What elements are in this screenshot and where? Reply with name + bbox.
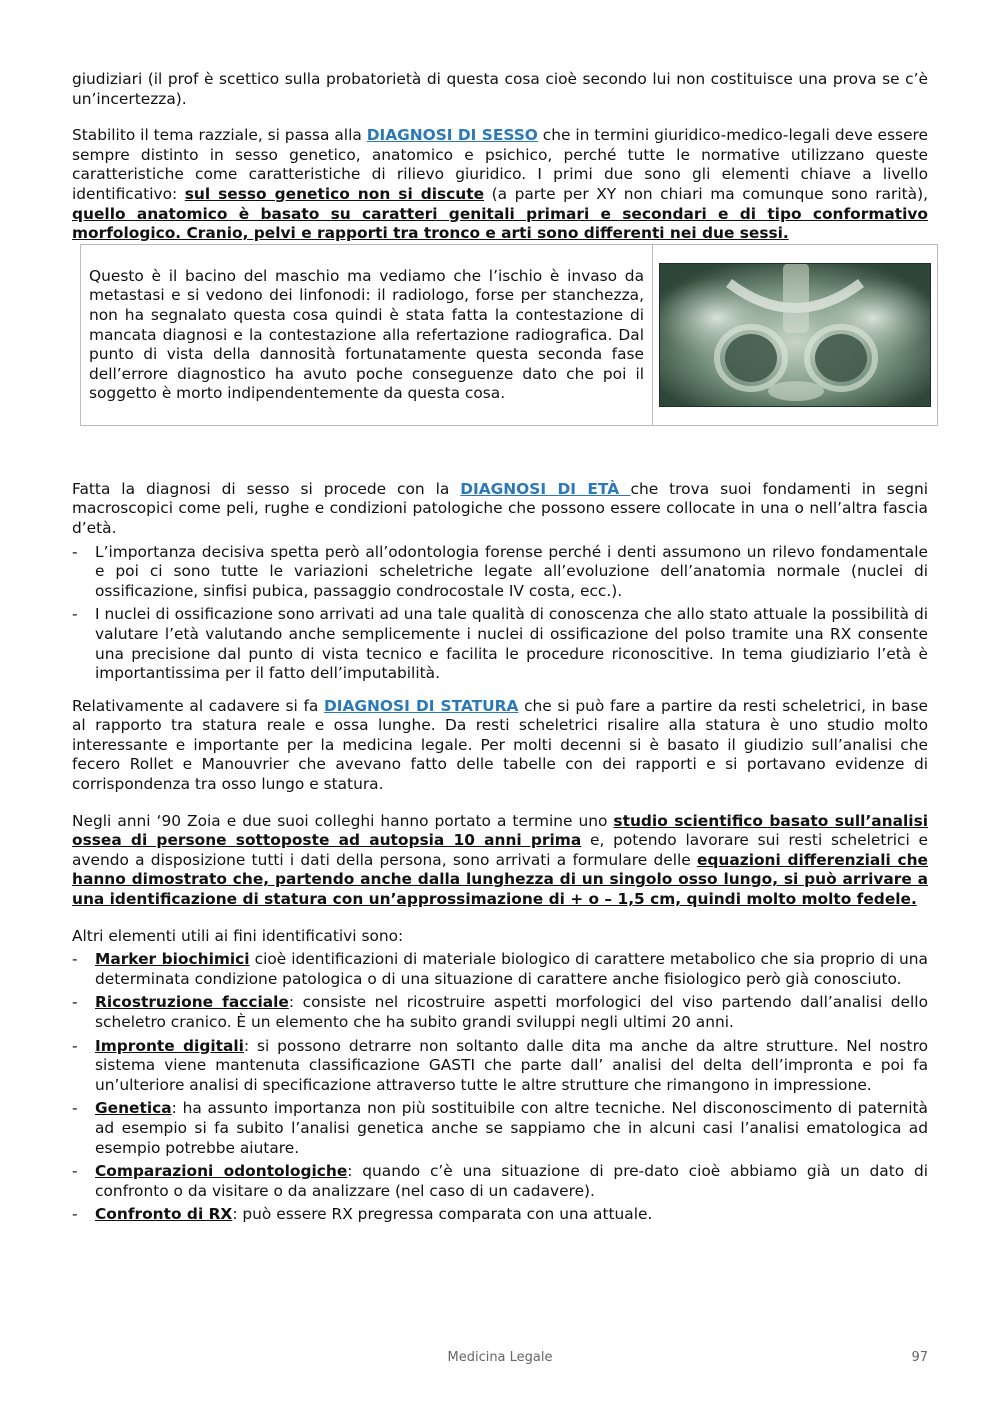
- emphasis-anatomic-sex: quello anatomico è basato su caratteri genitali primari e secondari e di tipo conformativo morfologico. Cranio, pelvi e rapporti tra tronco e arti sono differenti nei due sessi.: [72, 204, 928, 243]
- paragraph-stature-diagnosis: Relativamente al cadavere si fa DIAGNOSI DI STATURA che si può fare a partire da resti scheletrici, in base al rapporto tra statura reale e ossa lunghe. Da resti scheletrici risalire alla statura è uno studio molto interessante e importante per la medicina legale. Per molti decenni si è basato il giudizio sull’analisi che fecero Rollet e Manouvrier che avevano fatto delle tabelle con dei rapporti e si portavano evidenze di corrispondenza tra osso lungo e statura.: [72, 696, 928, 794]
- heading-diagnosi-statura: DIAGNOSI DI STATURA: [324, 696, 519, 715]
- page-number: 97: [911, 1350, 928, 1365]
- paragraph-sex-diagnosis: Stabilito il tema razziale, si passa alla DIAGNOSI DI SESSO che in termini giuridico-medico-legali deve essere sempre distinto in sesso genetico, anatomico e psichico, perché tutte le normative utilizzano queste caratteristiche come caratteristiche di rilievo giuridico. I primi due sono gli elementi chiave a livello identificativo: sul sesso genetico non si discute (a parte per XY non chiari ma comunque sono rarità), quello anatomico è basato su caratteri genitali primari e secondari e di tipo conformativo morfologico. Cranio, pelvi e rapporti tra tronco e arti sono differenti nei due sessi.: [72, 126, 928, 243]
- list-item: - Genetica: ha assunto importanza non più sostituibile con altre tecniche. Nel disconoscimento di paternità ad esempio si fa subito l’analisi genetica anche se sappiamo che in alcuni casi l’analisi ematologica ad esempio potrebbe aiutare.: [72, 1099, 928, 1157]
- emphasis-differential-equations: equazioni differenziali che hanno dimostrato che, partendo anche dalla lunghezza di un singolo osso lungo, si può arrivare a una identificazione di statura con un’approssimazione di + o – 1,5 cm, quindi molto molto fedele.: [72, 850, 928, 909]
- heading-diagnosi-eta: DIAGNOSI DI ETÀ: [460, 479, 631, 498]
- pelvis-xray-cell: [653, 244, 938, 425]
- age-list: [72, 543, 928, 684]
- pelvis-case-box: [80, 244, 938, 426]
- emphasis-scientific-study: studio scientifico basato sull’analisi ossea di persone sottoposte ad autopsia 10 anni prima: [72, 811, 929, 850]
- list-item: - Impronte digitali: si possono detrarre non soltanto dalle dita ma anche da altre strutture. Nel nostro sistema viene mantenuta classificazione GASTI che parte dall’ analisi del delta dell’impronta e poi fa un’ulteriore analisi di specificazione attraverso tutte le altre strutture che rimangono in impressione.: [72, 1036, 928, 1094]
- pelvis-xray-image: [659, 263, 931, 407]
- identification-elements-list: [72, 950, 928, 1225]
- emphasis-genetic-sex: sul sesso genetico non si discute: [184, 184, 485, 203]
- pelvis-case-text: Questo è il bacino del maschio ma vediamo che l’ischio è invaso da metastasi e si vedono dei linfonodi: il radiologo, forse per stanchezza, non ha segnalato questa cosa quindi è stata fatta la contestazione di mancata diagnosi e la contestazione alla refertazione radiografica. Dal punto di vista della dannosità fortunatamente questa seconda fase dell’errore diagnostico ha avuto poche conseguenze dato che poi il soggetto è morto indipendentemente da questa cosa.: [89, 266, 644, 403]
- pelvis-case-text-cell: [81, 244, 653, 425]
- list-item: - Comparazioni odontologiche: quando c’è una situazione di pre-dato cioè abbiamo già un dato di confronto o da visitare o da analizzare (nel caso di un cadavere).: [72, 1162, 928, 1200]
- paragraph-age-diagnosis: Fatta la diagnosi di sesso si procede con la DIAGNOSI DI ETÀ che trova suoi fondamenti in segni macroscopici come peli, rughe e condizioni patologiche che possono essere collocate in una o nell’altra fascia d’età.: [72, 479, 928, 537]
- list-item: - L’importanza decisiva spetta però all’odontologia forense perché i denti assumono un rilevo fondamentale e poi ci sono tutte le variazioni scheletriche legate all’evoluzione dell’anatomia normale (nuclei di ossificazione, sinfisi pubica, passaggio condrocostale IV costa, ecc.).: [72, 542, 928, 600]
- heading-diagnosi-sesso: DIAGNOSI DI SESSO: [366, 126, 538, 145]
- footer-title: Medicina Legale: [447, 1350, 553, 1365]
- list-item: - Ricostruzione facciale: consiste nel ricostruire aspetti morfologici del viso partendo dall’analisi dello scheletro cranico. È un elemento che ha subito grandi sviluppi negli ultimi 20 anni.: [72, 993, 928, 1031]
- list-item: - Confronto di RX: può essere RX pregressa comparata con una attuale.: [72, 1205, 653, 1224]
- list-item: - Marker biochimici cioè identificazioni di materiale biologico di carattere metabolico che sia proprio di una determinata condizione patologica o di una situazione di carattere anche fisiologico però già conosciuto.: [72, 950, 928, 988]
- paragraph-other-elements: Altri elementi utili ai fini identificativi sono:: [72, 926, 404, 945]
- paragraph-intro: giudiziari (il prof è scettico sulla probatorietà di questa cosa cioè secondo lui non costituisce una prova se c’è un’incertezza).: [72, 70, 928, 108]
- paragraph-zoia-study: Negli anni ‘90 Zoia e due suoi colleghi hanno portato a termine uno studio scientifico basato sull’analisi ossea di persone sottoposte ad autopsia 10 anni prima e, potendo lavorare sui resti scheletrici e avendo a disposizione tutti i dati della persona, sono arrivati a formulare delle equazioni differenziali che hanno dimostrato che, partendo anche dalla lunghezza di un singolo osso lungo, si può arrivare a una identificazione di statura con un’approssimazione di + o – 1,5 cm, quindi molto molto fedele.: [72, 811, 929, 909]
- list-item: - I nuclei di ossificazione sono arrivati ad una tale qualità di conoscenza che allo stato attuale la possibilità di valutare l’età valutando anche semplicemente i nuclei di ossificazione del polso tramite una RX consente una precisione dal punto di vista tecnico e facilita le procedure riconoscitive. In tema giudiziario l’età è importantissima per il fatto dell’imputabilità.: [72, 605, 928, 683]
- page-body: [72, 70, 928, 1229]
